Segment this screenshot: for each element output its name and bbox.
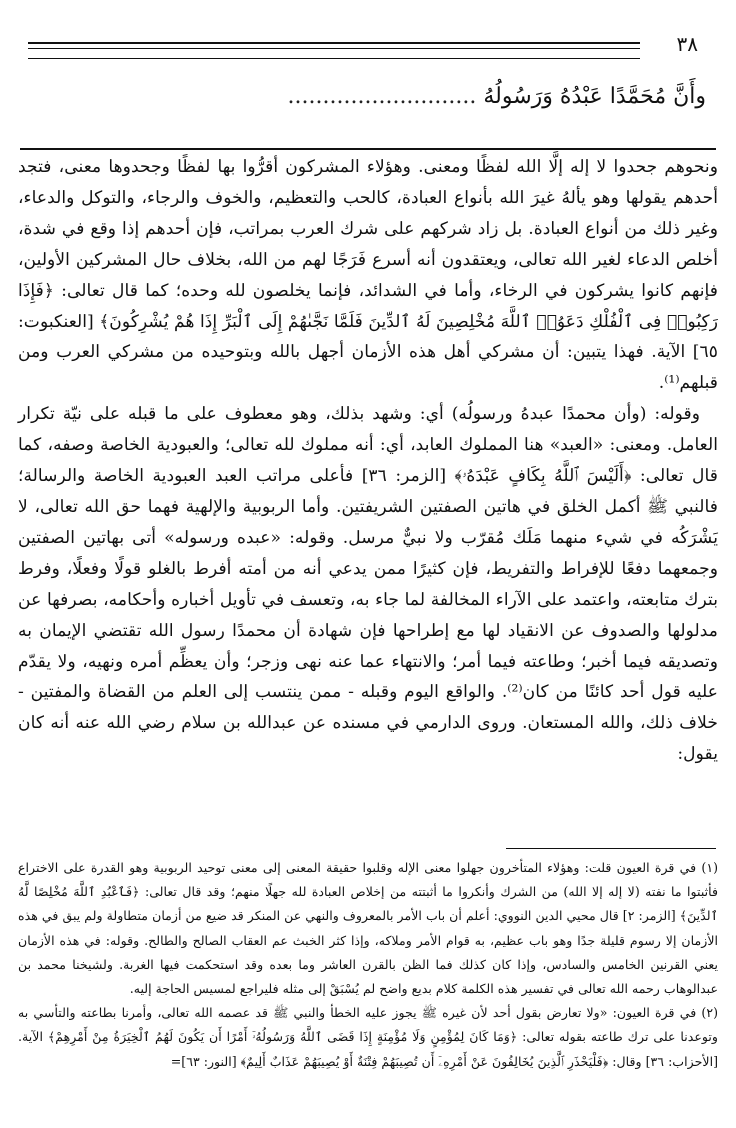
section-title-leader-dots: ........................... — [287, 84, 477, 109]
footnote-1: (١) في قرة العيون قلت: وهؤلاء المتأخرون جهلوا معنى الإله وقلبوا حقيقة المعنى إلى معنى توحيد الربوبية وهو القدرة على الاختراع فأثبتوا ما نفته (لا إله إلا الله) من الشرك وأنكروا ما أثبتته من إخلاص العبادة لله جهلًا منهم؛ وقد قال تعالى: ﴿فَٱعْبُدِ ٱللَّهَ مُخْلِصًا لَّهُ ٱلدِّينَ﴾ [الزمر: ٢] قال محيي الدين النووي: أعلم أن باب الأمر بالمعروف والنهي عن المنكر قد ضيع من أزمان متطاولة ولم يبق في هذه الأزمان إلا رسوم قليلة جدًا وهو باب عظيم، به قوام الأمر وملاكه، وإذا كثر الخبث عم العقاب الصالح والطالح. وقوله: في هذه الأزمان يعني القرنين الخامس والسادس، وإذا كان كذلك فما الظن بالقرن العاشر وما بعده وقد استحكمت فيها الغربة. ولشيخنا محمد بن عبدالوهاب رحمه الله تعالى في تفسير هذه الكلمة كلام بديع واضح لم يُسْبَقْ إلى مثله فليراجع لمسيس الحاجة إليه. — [18, 860, 718, 997]
footnotes — [18, 856, 718, 1074]
footnote-separator — [506, 848, 716, 849]
header-rule — [28, 42, 640, 59]
section-title — [46, 80, 706, 114]
footnote-2: (٢) في قرة العيون: «ولا تعارض بقول أحد لأن غيره ﷺ يجوز عليه الخطأ والنبي ﷺ قد عصمه الله تعالى، وأمرنا بطاعته والتأسي به وتوعدنا على ترك طاعته بقوله تعالى: ﴿وَمَا كَانَ لِمُؤْمِنٍ وَلَا مُؤْمِنَةٍ إِذَا قَضَى ٱللَّهُ وَرَسُولُهُۥٓ أَمْرًا أَن يَكُونَ لَهُمُ ٱلْخِيَرَةُ مِنْ أَمْرِهِمْ﴾ الآية. [الأحزاب: ٣٦] وقال: ﴿فَلْيَحْذَرِ ٱلَّذِينَ يُخَالِفُونَ عَنْ أَمْرِهِۦٓ أَن تُصِيبَهُمْ فِتْنَةٌ أَوْ يُصِيبَهُمْ عَذَابٌ أَلِيمٌ﴾ [النور: ٦٣]= — [18, 1005, 718, 1069]
paragraph-2: وقوله: (وأن محمدًا عبدهُ ورسولُه) أي: وشهد بذلك، وهو معطوف على ما قبله على نيّة تكرار العامل. ومعنى: «العبد» هنا المملوك العابد، أي: أنه مملوك لله تعالى؛ والعبودية الخاصة وصفه، كما قال تعالى: ﴿أَلَيْسَ ٱللَّهُ بِكَافٍ عَبْدَهُۥ﴾ [الزمر: ٣٦] فأعلى مراتب العبد العبودية الخاصة والرسالة؛ فالنبي ﷺ أكمل الخلق في هاتين الصفتين الشريفتين. وأما الربوبية والإلهية فهما حق الله تعالى، لا يَشْرَكُه في شيء منهما مَلَك مُقرّب ولا نبيٌّ مرسل. وقوله: «عبده ورسوله» أتى بهاتين الصفتين وجمعهما دفعًا للإفراط والتفريط، فإن كثيرًا ممن يدعي أنه من أمته أفرط بالغلو قولًا وفعلًا، وفرط بترك متابعته، واعتمد على الآراء المخالفة لما جاء به، وتعسف في تأويل أخباره وأحكامه، بصرفها عن مدلولها والصدوف عن الانقياد لها مع إطراحها فإن شهادة أن محمدًا رسول الله تقتضي الإيمان به وتصديقه فيما أخبر؛ وطاعته فيما أمر؛ والانتهاء عما عنه نهى وزجر؛ وأن يعظِّم أمره ونهيه، ولا يقدّم عليه قول أحد كائنًا من كان⁽²⁾. والواقع اليوم وقبله - ممن ينتسب إلى العلم من القضاة والمفتين - خلاف ذلك، والله المستعان. وروى الدارمي في مسنده عن عبدالله بن سلام رضي الله عنه أنه كان يقول: — [18, 404, 718, 765]
paragraph-1: ونحوهم جحدوا لا إله إلَّا الله لفظًا ومعنى. وهؤلاء المشركون أقرُّوا بها لفظًا وجحدوها معنى، فتجد أحدهم يقولها وهو يألهُ غيرَ الله بأنواع العبادة، كالحب والتعظيم، والخوف والرجاء، والتوكل والدعاء، وغير ذلك من أنواع العبادة. بل زاد شركهم على شرك العرب بمراتب، فإن أحدهم إذا وقع في شدة، أخلص الدعاء لغير الله تعالى، ويعتقدون أنه أسرع فَرَجًا لهم من الله، بخلاف حال المشركين الأولين، فإنهم كانوا يشركون في الرخاء، وأما في الشدائد، فإنما يخلصون لله وحده؛ كما قال تعالى: ﴿فَإِذَا رَكِبُوا۟ فِى ٱلْفُلْكِ دَعَوُا۟ ٱللَّهَ مُخْلِصِينَ لَهُ ٱلدِّينَ فَلَمَّا نَجَّىٰهُمْ إِلَى ٱلْبَرِّ إِذَا هُمْ يُشْرِكُونَ﴾ [العنكبوت: ٦٥] الآية. فهذا يتبين: أن مشركي أهل هذه الأزمان أجهل بالله وبتوحيده من مشركي العرب ومن قبلهم⁽¹⁾. — [18, 157, 718, 394]
section-title-text: وأَنَّ مُحَمَّدًا عَبْدُهُ وَرَسُولُهُ — [483, 84, 706, 109]
main-body-text — [18, 152, 718, 770]
page-number: ٣٨ — [676, 32, 698, 56]
body-top-rule — [20, 148, 716, 150]
